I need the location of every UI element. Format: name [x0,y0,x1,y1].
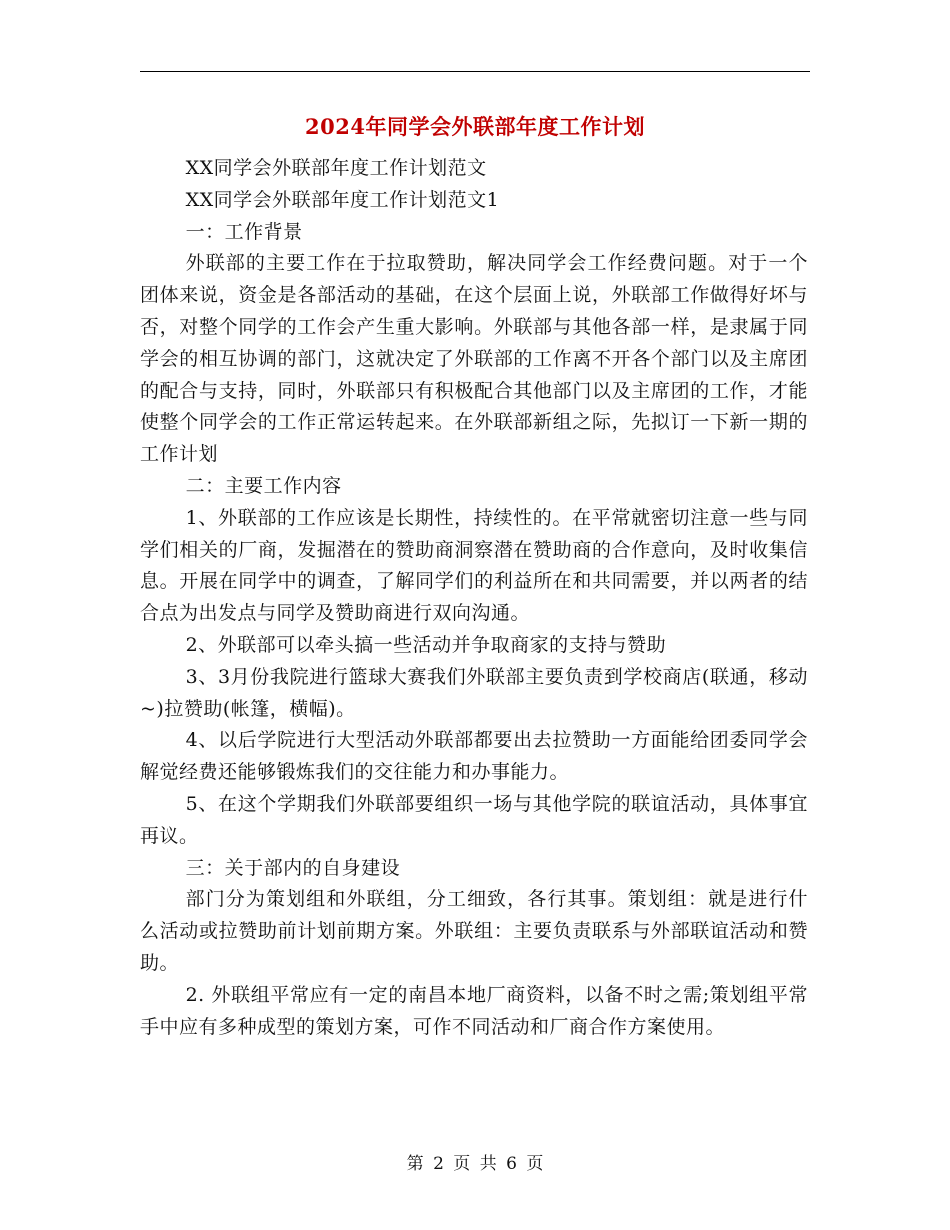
paragraph-item-1: 1、外联部的工作应该是长期性，持续性的。在平常就密切注意一些与同学们相关的厂商，发掘潜在的赞助商洞察潜在赞助商的合作意向，及时收集信息。开展在同学中的调查，了解同学们的利益所在和共同需要，并以两者的结合点为出发点与同学及赞助商进行双向沟通。 [140,506,808,625]
section-heading-background: 一：工作背景 [185,220,303,243]
paragraph-item-2: 2、外联部可以牵头搞一些活动并争取商家的支持与赞助 [185,633,667,656]
document-body [140,153,808,1043]
paragraph-item-4: 4、以后学院进行大型活动外联部都要出去拉赞助一方面能给团委同学会解觉经费还能够锻炼我们的交往能力和办事能力。 [140,729,808,784]
paragraph-background: 外联部的主要工作在于拉取赞助，解决同学会工作经费问题。对于一个团体来说，资金是各部活动的基础，在这个层面上说，外联部工作做得好坏与否，对整个同学的工作会产生重大影响。外联部与其他各部一样，是隶属于同学会的相互协调的部门，这就决定了外联部的工作离不开各个部门以及主席团的配合与支持，同时，外联部只有积极配合其他部门以及主席团的工作，才能使整个同学会的工作正常运转起来。在外联部新组之际，先拟订一下新一期的工作计划 [140,252,808,466]
page-number-footer: 第 2 页 共 6 页 [406,1154,544,1174]
paragraph-subtitle: XX同学会外联部年度工作计划范文 [185,157,487,179]
document-title: 2024年同学会外联部年度工作计划 [305,114,645,139]
section-heading-main-work: 二：主要工作内容 [185,474,342,497]
header-rule [140,71,810,72]
paragraph-subtitle-numbered: XX同学会外联部年度工作计划范文1 [185,188,500,211]
paragraph-item-5: 5、在这个学期我们外联部要组织一场与其他学院的联谊活动，具体事宜再议。 [140,792,808,847]
paragraph-group-resources: 2. 外联组平常应有一定的南昌本地厂商资料，以备不时之需;策划组平常手中应有多种成型的策划方案，可作不同活动和厂商合作方案使用。 [140,983,808,1038]
paragraph-department-groups: 部门分为策划组和外联组，分工细致，各行其事。策划组：就是进行什么活动或拉赞助前计划前期方案。外联组：主要负责联系与外部联谊活动和赞助。 [140,888,808,974]
section-heading-self-building: 三：关于部内的自身建设 [185,856,401,879]
paragraph-item-3: 3、3月份我院进行篮球大赛我们外联部主要负责到学校商店(联通，移动~)拉赞助(帐篷，横幅)。 [140,665,808,720]
